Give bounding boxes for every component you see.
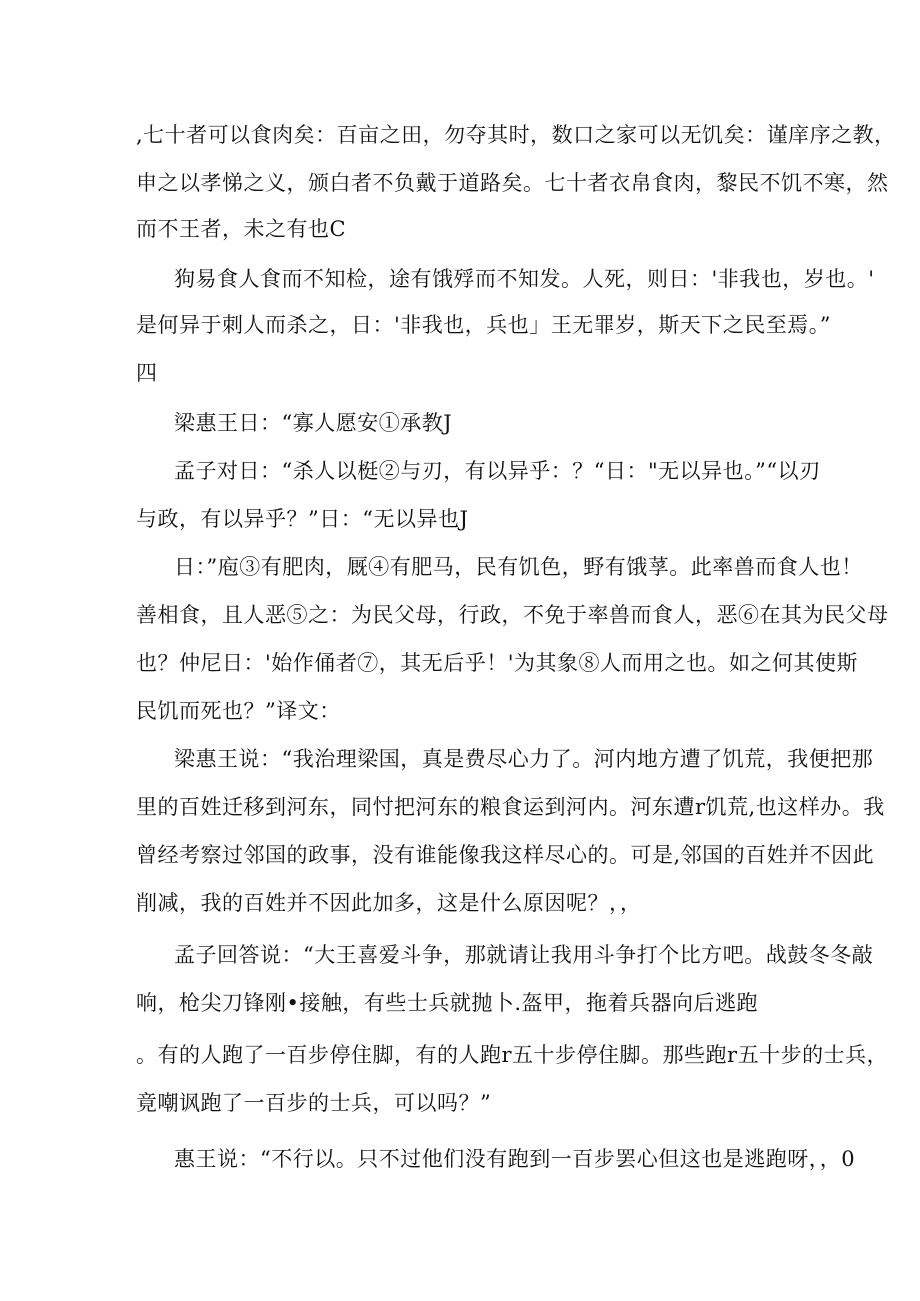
text-line: 梁惠王日：“寡人愿安①承教J xyxy=(174,411,453,435)
text-line: 里的百姓迁移到河东，同忖把河东的粮食运到河内。河东遭r饥荒,也这样办。我 xyxy=(136,795,885,819)
text-line: 。有的人跑了一百步停住脚，有的人跑r五十步停住脚。那些跑r五十步的士兵， xyxy=(136,1043,889,1067)
text-line: 民饥而死也？”译文： xyxy=(136,699,341,723)
text-line: 申之以孝悌之义，颁白者不负戴于道路矣。七十者衣帛食肉，黎民不饥不寒，然 xyxy=(136,171,889,195)
text-line: ,七十者可以食肉矣：百亩之田，勿夺其时，数口之家可以无饥矣：谨庠序之教， xyxy=(136,123,896,147)
text-line: 孟子对日：“杀人以梃②与刃，有以异乎：？“日："无以异也。”“以刃 xyxy=(174,459,821,483)
text-line: 狗易食人食而不知检，途有饿殍而不知发。人死，则日：'非我也，岁也。' xyxy=(174,267,875,291)
text-line: 是何异于刺人而杀之，日：'非我也，兵也」王无罪岁，斯天下之民至焉。” xyxy=(136,313,832,337)
text-line: 竟嘲讽跑了一百步的士兵，可以吗？” xyxy=(136,1091,492,1115)
text-line: 梁惠王说：“我治理梁国，真是费尽心力了。河内地方遭了饥荒，我便把那 xyxy=(174,747,874,771)
text-line: 孟子回答说：“大王喜爱斗争，那就请让我用斗争打个比方吧。战鼓冬冬敲 xyxy=(174,943,874,967)
text-line: 善相食，且人恶⑤之：为民父母，行政，不免于率兽而食人，恶⑥在其为民父母 xyxy=(136,603,889,627)
text-line: 惠王说：“不行以。只不过他们没有跑到一百步罢心但这也是逃跑呀，，0 xyxy=(174,1147,856,1171)
text-line: 而不王者，未之有也C xyxy=(136,217,347,241)
text-line: 曾经考察过邻国的政事，没有谁能像我这样尽心的。可是,邻国的百姓并不因此 xyxy=(136,843,875,867)
text-line: 削减，我的百姓并不因此加多，这是什么原因呢？，， xyxy=(136,891,642,915)
text-line: 与政，有以异乎？”日：“无以异也J xyxy=(136,507,469,531)
section-heading: 四 xyxy=(136,361,158,385)
text-line: 日：”庖③有肥肉，厩④有肥马，民有饥色，野有饿莩。此率兽而食人也！ xyxy=(174,555,863,579)
text-line: 响，枪尖刀锋刚•接触，有些士兵就抛卜.盔甲，拖着兵器向后逃跑 xyxy=(136,991,759,1015)
text-line: 也？仲尼日：'始作俑者⑦，其无后乎！'为其象⑧人而用之也。如之何其使斯 xyxy=(136,651,859,675)
